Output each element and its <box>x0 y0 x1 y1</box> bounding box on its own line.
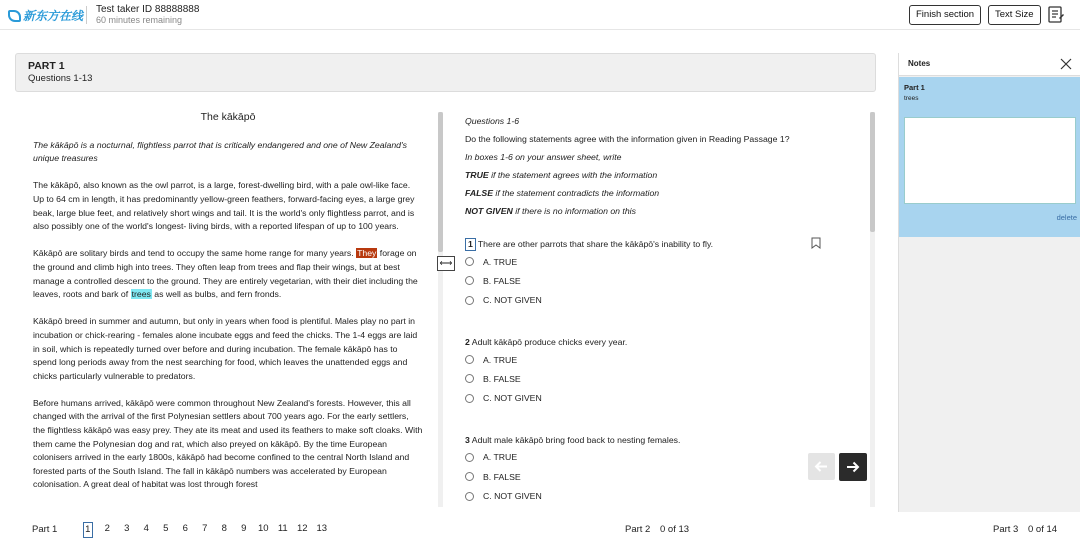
close-icon[interactable] <box>1060 58 1072 70</box>
part-title: PART 1 <box>28 60 65 72</box>
passage-paragraph-2 <box>33 247 423 301</box>
footer-part-2-count: 0 of 13 <box>660 524 690 535</box>
question-number: 2 <box>465 336 470 347</box>
passage-scrollbar-thumb[interactable] <box>438 112 443 252</box>
passage-title: The kākāpō <box>200 111 256 123</box>
question-text <box>465 432 865 448</box>
passage-paragraph-1: The kākāpō, also known as the owl parrot, is a large, forest-dwelling bird, with a pale owl-like face. Up to 64 cm in length, it has predominantly yellow-green feathers, forward-facing eyes, a large grey beak, large blue feet, and relatively short wings and tail. It is the world's only flightless parrot, and is also possibly one of the world's longest- living birds, with a reported lifespan of up to 100 years. <box>33 180 415 232</box>
page-number[interactable]: 10 <box>257 523 269 534</box>
key-label: NOT GIVEN <box>465 206 513 216</box>
key-false <box>465 184 865 202</box>
question-statement: There are other parrots that share the kākāpō's inability to fly. <box>477 239 714 249</box>
note-part: Part 1 <box>904 83 925 92</box>
answer-sheet-instruction: In boxes 1-6 on your answer sheet, write <box>465 152 622 162</box>
previous-button[interactable] <box>808 453 835 480</box>
question-statement: Adult kākāpō produce chicks every year. <box>471 336 628 347</box>
key-text: if the statement contradicts the information <box>493 188 660 198</box>
question-3 <box>465 432 865 505</box>
finish-section-button[interactable]: Finish section <box>909 5 981 25</box>
top-bar <box>0 0 1080 30</box>
radio-button[interactable] <box>465 296 474 305</box>
page-number[interactable]: 12 <box>296 523 308 534</box>
resize-handle-icon[interactable]: ⟷ <box>437 256 455 271</box>
option-not-given[interactable] <box>465 486 865 505</box>
question-1 <box>465 236 865 310</box>
arrow-left-icon <box>808 453 835 480</box>
option-label: B. FALSE <box>483 471 521 482</box>
questions-range: Questions 1-6 <box>465 116 520 126</box>
key-text: if there is no information on this <box>512 206 636 216</box>
page-number[interactable]: 8 <box>221 523 227 534</box>
radio-button[interactable] <box>465 453 474 462</box>
question-text <box>465 334 865 350</box>
radio-button[interactable] <box>465 257 474 266</box>
paragraph-text: Kākāpō are solitary birds and tend to occupy the same home range for many years. <box>33 248 357 259</box>
footer-part-2[interactable]: Part 2 <box>625 524 651 535</box>
radio-button[interactable] <box>465 472 474 481</box>
notes-icon[interactable] <box>1047 5 1065 25</box>
header-divider <box>86 6 87 24</box>
questions-instruction: Do the following statements agree with the information given in Reading Passage 1? <box>465 134 790 144</box>
questions-scrollbar-thumb[interactable] <box>870 112 875 232</box>
radio-button[interactable] <box>465 394 474 403</box>
logo-text: 新东方在线 <box>23 9 84 23</box>
question-statement: Adult male kākāpō bring food back to nesting females. <box>471 434 681 445</box>
page-number[interactable]: 7 <box>202 523 208 534</box>
taker-id: Test taker ID 88888888 <box>96 4 200 15</box>
footer-part-3-count: 0 of 14 <box>1028 524 1058 535</box>
page-number[interactable]: 6 <box>182 523 188 534</box>
option-label: B. FALSE <box>483 373 521 384</box>
key-text: if the statement agrees with the information <box>488 170 658 180</box>
bookmark-icon[interactable] <box>811 237 821 249</box>
radio-button[interactable] <box>465 374 474 383</box>
brand-logo <box>8 7 83 24</box>
page-number[interactable]: 11 <box>277 523 288 534</box>
noted-word[interactable]: trees <box>131 289 151 300</box>
option-label: A. TRUE <box>483 256 518 267</box>
key-label: FALSE <box>465 188 493 198</box>
note-delete-link[interactable]: delete <box>1056 213 1077 222</box>
option-false[interactable] <box>465 369 865 388</box>
notes-header <box>899 53 1080 76</box>
time-remaining: 60 minutes remaining <box>96 15 183 25</box>
passage-paragraph-4: Before humans arrived, kākāpō were common throughout New Zealand's forests. However, this all changed with the arrival of the first Polynesian settlers about 700 years ago. For the early settlers, the flightless kākāpō was easy prey. They ate its meat and used its feathers to make soft cloaks. With them came the Polynesian dog and rat, which also preyed on kākāpō. By the time European colonisers arrived in the early 1800s, kākāpō had become confined to the central North Island and forested parts of the South Island. The fall in kākāpō numbers was accelerated by European colonisation. A great deal of habitat was lost through forest <box>33 397 423 490</box>
page-number[interactable]: 3 <box>124 523 130 534</box>
page-number[interactable]: 5 <box>163 523 169 534</box>
note-textarea[interactable] <box>904 117 1076 204</box>
page-number[interactable]: 9 <box>241 523 247 534</box>
page-number[interactable]: 13 <box>316 523 328 534</box>
page-number[interactable]: 4 <box>143 523 149 534</box>
next-button[interactable] <box>839 453 867 481</box>
passage-intro: The kākāpō is a nocturnal, flightless parrot that is critically endangered and one of New Zealand's unique treasures <box>33 139 407 164</box>
passage-paragraph-3: Kākāpō breed in summer and autumn, but only in years when food is plentiful. Males play no part in incubation or chick-rearing - females alone incubate eggs and feed the chicks. The 1-4 eggs are laid in soil, which is repeatedly turned over before and during incubation. The female kākāpō has to spend long periods away from the nest searching for food, which leaves the unattended eggs and chicks particularly vulnerable to predators. <box>33 316 418 381</box>
radio-button[interactable] <box>465 355 474 364</box>
part-subtitle: Questions 1-13 <box>28 73 93 84</box>
radio-button[interactable] <box>465 492 474 501</box>
key-label: TRUE <box>465 170 489 180</box>
option-label: A. TRUE <box>483 354 518 365</box>
note-word: trees <box>904 95 919 102</box>
arrow-right-icon <box>839 453 867 481</box>
key-not-given <box>465 202 865 220</box>
option-true[interactable] <box>465 350 865 369</box>
questions-panel <box>465 112 865 505</box>
notes-panel <box>898 53 1080 545</box>
option-not-given[interactable] <box>465 388 865 407</box>
paragraph-text: as well as bulbs, and fern fronds. <box>151 289 282 300</box>
option-true[interactable] <box>465 448 865 467</box>
radio-button[interactable] <box>465 276 474 285</box>
question-number: 1 <box>465 238 476 251</box>
page-number[interactable]: 1 <box>83 522 93 538</box>
question-pages <box>78 522 332 538</box>
highlighted-word[interactable]: They <box>357 248 377 259</box>
option-label: C. NOT GIVEN <box>483 393 542 404</box>
footer-part-3[interactable]: Part 3 <box>993 524 1019 535</box>
key-true <box>465 166 865 184</box>
option-true[interactable] <box>465 252 865 271</box>
option-label: A. TRUE <box>483 452 518 463</box>
footer-part-1[interactable]: Part 1 <box>32 524 58 535</box>
option-label: B. FALSE <box>483 275 521 286</box>
option-label: C. NOT GIVEN <box>483 295 542 306</box>
option-false[interactable] <box>465 271 865 290</box>
test-taker-info <box>96 4 199 26</box>
reading-passage <box>33 110 423 505</box>
logo-icon <box>8 10 21 22</box>
part-header <box>15 53 876 92</box>
paragraph-text: forage on the ground and climb high into trees. They often leap from trees and flap their wings, but at best manage a controlled descent to the ground. They are entirely vegetarian, with their diet including the leaves, roots and bark of <box>33 248 418 300</box>
question-2 <box>465 334 865 408</box>
option-not-given[interactable] <box>465 291 865 310</box>
option-false[interactable] <box>465 467 865 486</box>
page-number[interactable]: 2 <box>104 523 110 534</box>
note-card[interactable] <box>899 77 1080 237</box>
question-number: 3 <box>465 434 470 445</box>
question-text <box>465 236 865 252</box>
text-size-button[interactable]: Text Size <box>988 5 1041 25</box>
option-label: C. NOT GIVEN <box>483 491 542 502</box>
notes-title: Notes <box>908 59 931 68</box>
